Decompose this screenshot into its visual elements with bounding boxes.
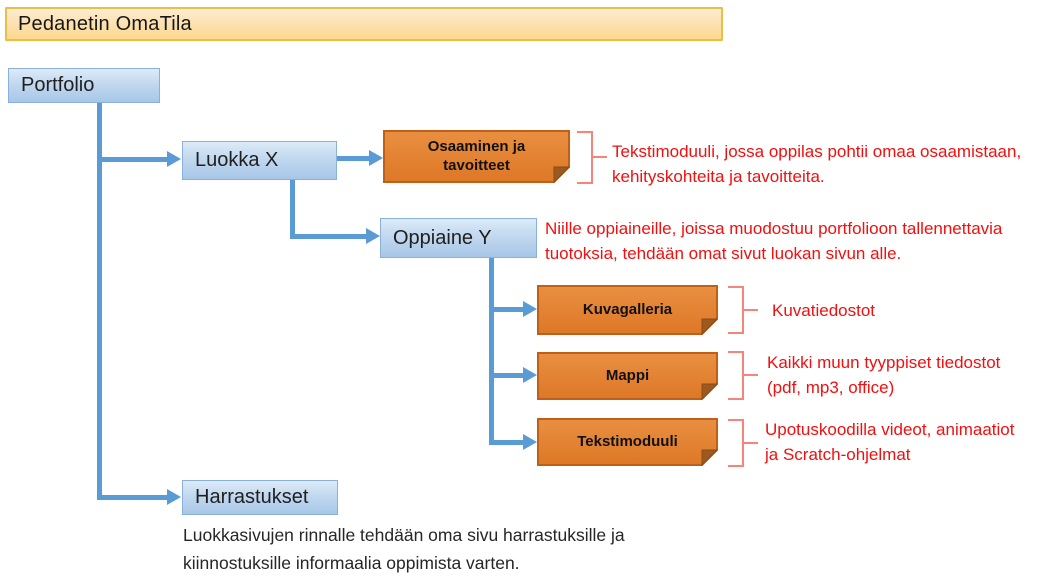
annotation-harrastukset: Luokkasivujen rinnalle tehdään oma sivu harrastuksille ja kiinnostuksille informaalia oppimista varten. [183,525,625,573]
bracket-tekstimoduuli [728,419,759,467]
annotation-tekstimoduuli: Upotuskoodilla videot, animaatiot ja Scratch-ohjelmat [765,420,1015,464]
arrowhead-luokka [167,151,181,167]
bracket-kuvagalleria [728,286,759,334]
annotation-kuvagalleria: Kuvatiedostot [772,301,876,320]
node-mappi [537,352,718,400]
node-kuvagalleria-label: Kuvagalleria [582,300,673,318]
annotation-mappi: Kaikki muun tyyppiset tiedostot (pdf, mp3, office) [767,353,1001,397]
arrowhead-harrastukset [167,489,181,505]
connector-luokka-osaaminen [337,156,369,161]
node-tekstimoduuli [537,418,718,466]
node-harrastukset [182,480,338,515]
page-title: Pedanetin OmaTila [18,12,192,35]
bracket-osaaminen [577,131,608,184]
node-mappi-label: Mappi [605,366,650,384]
arrowhead-tekstimoduuli [523,434,537,450]
connector-oppiaine-trunk [489,258,494,445]
title-banner [5,7,723,41]
connector-luokka-oppiaine [290,234,366,239]
node-osaaminen-ja-tavoitteet [383,130,570,183]
node-luokka-x-label: Luokka X [195,149,279,171]
connector-oppiaine-mappi [489,373,523,378]
arrowhead-kuvagalleria [523,301,537,317]
node-tekstimoduuli-label: Tekstimoduuli [577,432,678,450]
node-osaaminen-label: Osaaminen ja tavoitteet [427,137,526,174]
connector-portfolio-trunk [97,103,102,500]
connector-portfolio-luokka [97,157,167,162]
arrowhead-osaaminen [369,150,383,166]
annotation-osaaminen: Tekstimoduuli, jossa oppilas pohtii omaa osaamistaan, kehityskohteita ja tavoitteita. [612,142,1022,186]
node-luokka-x [182,141,337,180]
arrowhead-mappi [523,367,537,383]
connector-portfolio-harrastukset [97,495,167,500]
connector-oppiaine-tekstimoduuli [489,440,523,445]
node-portfolio-label: Portfolio [21,74,95,96]
node-kuvagalleria [537,285,718,335]
arrowhead-oppiaine [366,228,380,244]
bracket-mappi [728,351,759,400]
node-oppiaine-y-label: Oppiaine Y [393,226,492,249]
annotation-oppiaine: Niille oppiaineille, joissa muodostuu portfolioon tallennettavia tuotoksia, tehdään omat sivut luokan sivun alle. [545,219,1003,263]
node-harrastukset-label: Harrastukset [195,486,309,508]
connector-oppiaine-kuvagalleria [489,307,523,312]
connector-luokka-trunk [290,180,295,237]
node-oppiaine-y [380,218,537,258]
node-portfolio [8,68,160,103]
